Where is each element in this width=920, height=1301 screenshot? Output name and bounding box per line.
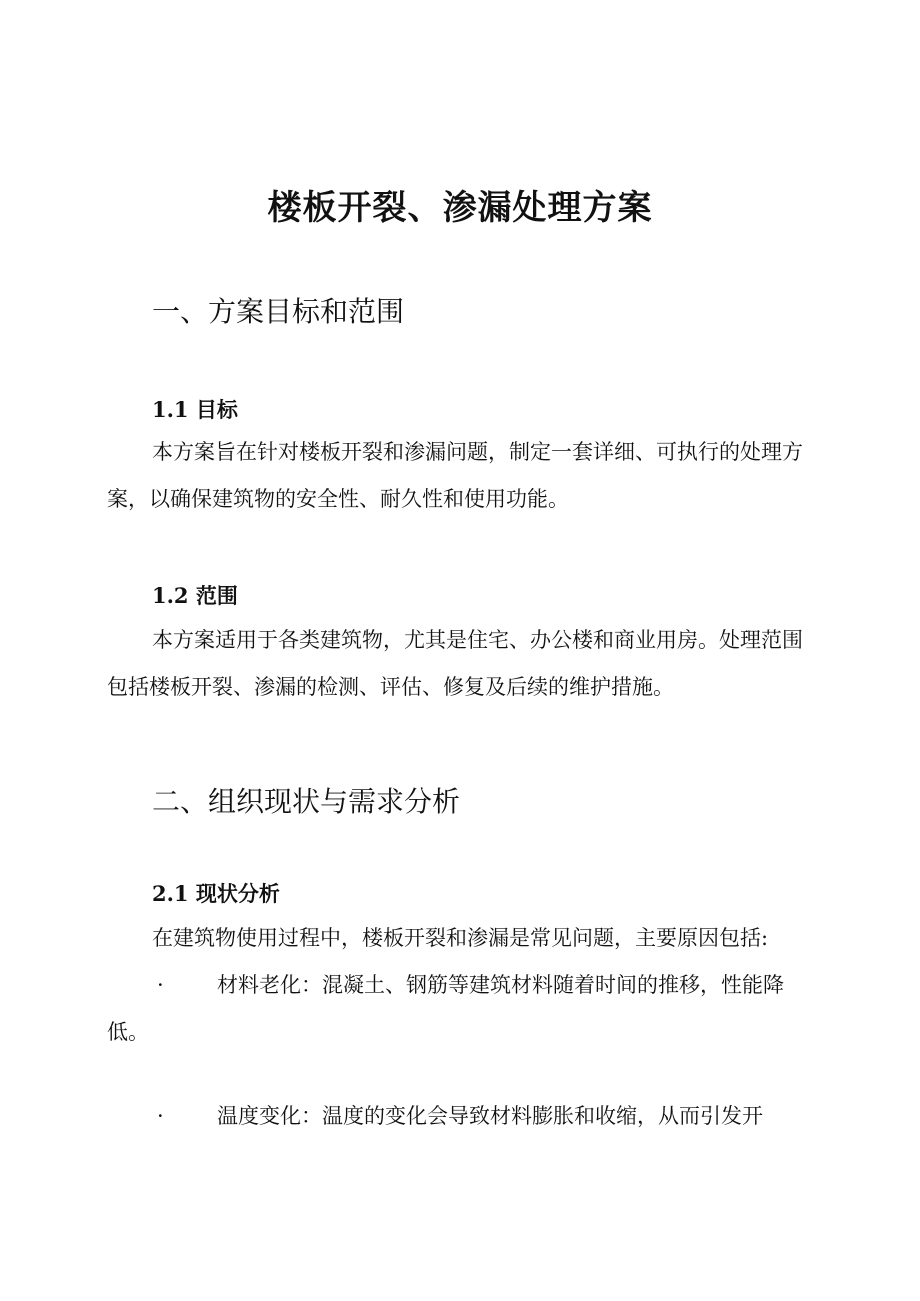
bullet-marker: · [157,1104,164,1128]
list-item-text: 温度变化：温度的变化会导致材料膨胀和收缩，从而引发开 [217,1104,763,1128]
paragraph-status-intro: 在建筑物使用过程中，楼板开裂和渗漏是常见问题，主要原因包括: [152,926,769,950]
section-heading-1: 一、方案目标和范围 [152,295,405,328]
subsection-heading-1-1: 1.1 目标 [152,397,238,422]
bullet-marker: · [157,973,164,997]
paragraph-goal: 本方案旨在针对楼板开裂和渗漏问题，制定一套详细、可执行的处理方案，以确保建筑物的安全性、耐久性和使用功能。 [107,440,803,511]
list-item [107,962,822,1056]
subsection-heading-2-1: 2.1 现状分析 [152,881,280,906]
list-item [107,1093,822,1140]
paragraph-scope: 本方案适用于各类建筑物，尤其是住宅、办公楼和商业用房。处理范围包括楼板开裂、渗漏的检测、评估、修复及后续的维护措施。 [107,628,803,699]
document-title: 楼板开裂、渗漏处理方案 [267,188,653,228]
list-item-text: 材料老化：混凝土、钢筋等建筑材料随着时间的推移，性能降低。 [107,973,784,1044]
section-heading-2: 二、组织现状与需求分析 [152,785,461,818]
subsection-heading-1-2: 1.2 范围 [152,583,238,608]
